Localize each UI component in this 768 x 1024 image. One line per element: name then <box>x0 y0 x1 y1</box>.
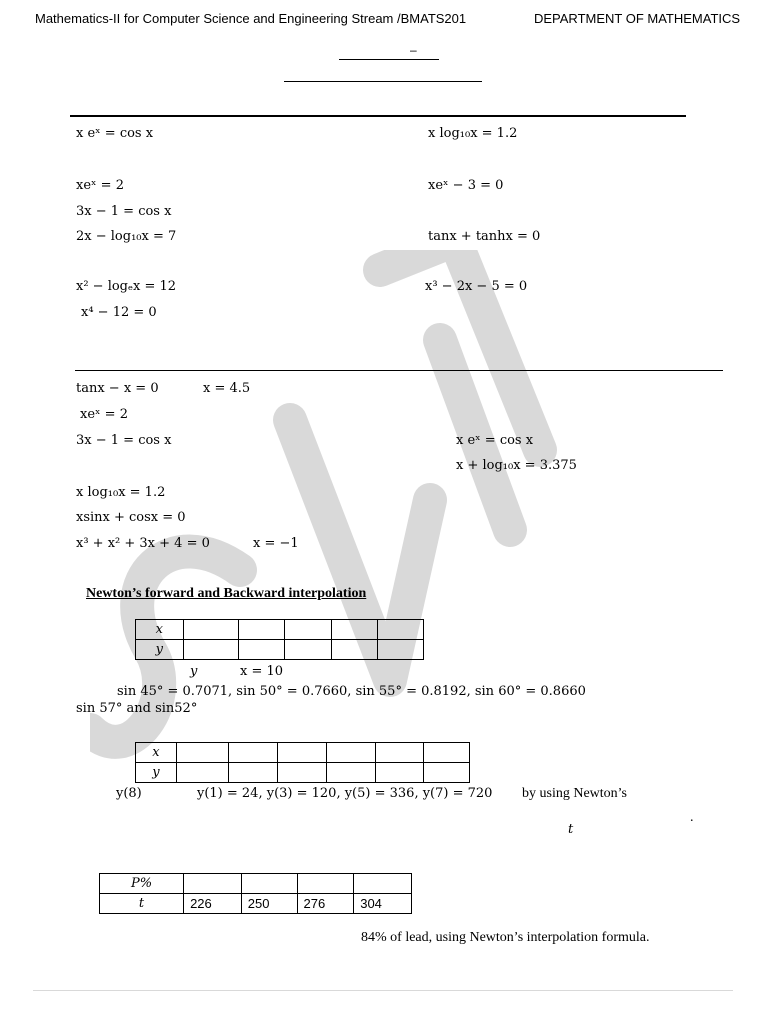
table-cell <box>285 620 332 640</box>
svit-watermark <box>90 250 610 810</box>
s2-eq8-initial: x = −1 <box>253 536 299 551</box>
table-row <box>136 763 470 783</box>
s2-eq8: x³ + x² + 3x + 4 = 0 <box>76 536 210 551</box>
s2-eq1: tanx − x = 0 <box>76 381 159 396</box>
s1-eq6: 2x − log₁₀x = 7 <box>76 229 177 244</box>
table-cell <box>375 743 424 763</box>
table-cell: t <box>100 894 184 914</box>
s2-eq6: x log₁₀x = 1.2 <box>76 485 166 500</box>
table-cell <box>424 743 470 763</box>
s1-eq10: x⁴ − 12 = 0 <box>81 305 157 320</box>
footer-divider <box>33 990 733 991</box>
q3-left: y(8) <box>116 786 142 801</box>
table-cell <box>424 763 470 783</box>
s2-eq5: x + log₁₀x = 3.375 <box>456 458 577 473</box>
s1-eq7: tanx + tanhx = 0 <box>428 229 541 244</box>
q1-x: x = 10 <box>240 664 284 679</box>
table-2 <box>135 742 470 783</box>
section3-title: Newton’s forward and Backward interpolation <box>86 586 367 601</box>
table-cell <box>241 874 297 894</box>
table-cell <box>183 640 238 660</box>
table-cell <box>229 763 278 783</box>
s2-eq7: xsinx + cosx = 0 <box>76 510 186 525</box>
table-cell <box>229 743 278 763</box>
s1-eq1: x eˣ = cos x <box>76 126 154 141</box>
table-cell <box>297 874 354 894</box>
table-cell <box>238 620 285 640</box>
q4-tail: 84% of lead, using Newton’s interpolation formula. <box>361 930 650 945</box>
header-course-title: Mathematics-II for Computer Science and Engineering Stream /BMATS201 <box>35 11 467 26</box>
q3-main: y(1) = 24, y(3) = 120, y(5) = 336, y(7) = 720 <box>197 786 493 801</box>
table-cell <box>331 620 378 640</box>
s2-eq3: 3x − 1 = cos x <box>76 433 172 448</box>
q4-dot: . <box>690 810 694 825</box>
header-department: DEPARTMENT OF MATHEMATICS <box>534 11 741 26</box>
q1-y: y <box>190 664 198 679</box>
table-row <box>100 874 412 894</box>
section1-top-rule <box>70 115 686 117</box>
table-cell <box>331 640 378 660</box>
table-cell: x <box>136 620 184 640</box>
table-1 <box>135 619 424 660</box>
s1-eq3: xeˣ = 2 <box>76 178 124 193</box>
table-cell: P% <box>100 874 184 894</box>
s1-eq2: x log₁₀x = 1.2 <box>428 126 518 141</box>
q2-line2: sin 57° and sin52° <box>76 701 198 716</box>
table-cell <box>184 874 242 894</box>
table-cell: x <box>136 743 177 763</box>
title-underline-short <box>339 59 439 60</box>
table-cell <box>183 620 238 640</box>
table-row <box>136 640 424 660</box>
table-cell <box>278 743 327 763</box>
table-cell <box>326 763 375 783</box>
s2-eq2: xeˣ = 2 <box>80 407 128 422</box>
table-cell <box>278 763 327 783</box>
s1-eq9: x³ − 2x − 5 = 0 <box>425 279 528 294</box>
table-cell <box>354 874 412 894</box>
table-cell <box>285 640 332 660</box>
title-dash: – <box>410 43 417 57</box>
table-row <box>136 620 424 640</box>
s1-eq4: xeˣ − 3 = 0 <box>428 178 504 193</box>
table-cell <box>326 743 375 763</box>
s2-eq1-initial: x = 4.5 <box>203 381 251 396</box>
table-cell <box>375 763 424 783</box>
table-cell: 276 <box>297 894 354 914</box>
table-row <box>100 894 412 914</box>
s1-eq5: 3x − 1 = cos x <box>76 204 172 219</box>
table-cell <box>238 640 285 660</box>
table-cell: 250 <box>241 894 297 914</box>
table-3 <box>99 873 412 914</box>
table-cell <box>378 640 424 660</box>
table-cell: 304 <box>354 894 412 914</box>
q3-tail: by using Newton’s <box>522 786 627 801</box>
q4-t: t <box>568 822 574 837</box>
table-cell <box>378 620 424 640</box>
section2-top-rule <box>75 370 723 371</box>
s1-eq8: x² − logₑx = 12 <box>76 279 177 294</box>
table-cell <box>176 743 229 763</box>
table-row <box>136 743 470 763</box>
title-underline-long <box>284 81 482 82</box>
q2-line1: sin 45° = 0.7071, sin 50° = 0.7660, sin 55° = 0.8192, sin 60° = 0.8660 <box>117 684 586 699</box>
table-cell: 226 <box>184 894 242 914</box>
table-cell: y <box>136 763 177 783</box>
table-cell: y <box>136 640 184 660</box>
table-cell <box>176 763 229 783</box>
s2-eq4: x eˣ = cos x <box>456 433 534 448</box>
